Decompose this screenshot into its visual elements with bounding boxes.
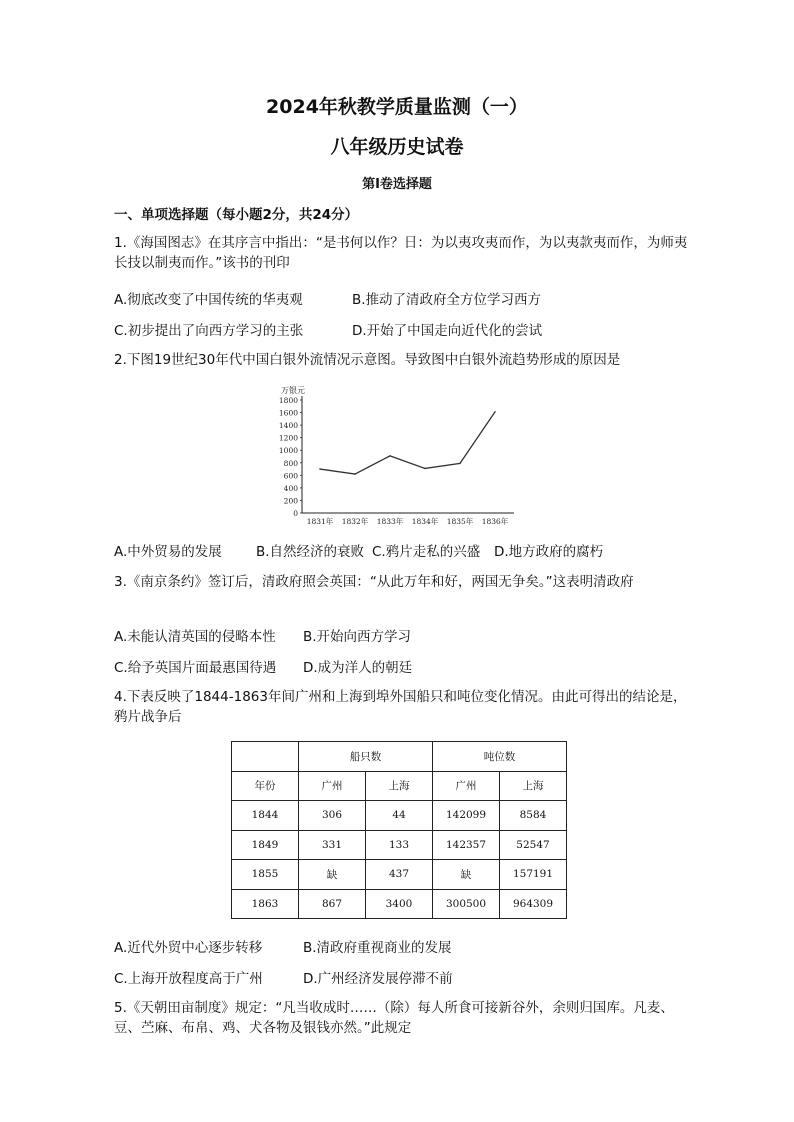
x-tick-label: 1834年: [411, 517, 439, 526]
q1-option-b: B.推动了清政府全方位学习西方: [352, 292, 542, 308]
q1-option-a: A.彻底改变了中国传统的华夷观: [114, 292, 303, 308]
question-2-stem: 2.下图19世纪30年代中国白银外流情况示意图。导致图中白银外流趋势形成的原因是: [114, 352, 621, 368]
table-header-cell: 广州: [433, 771, 500, 801]
q4-option-c: C.上海开放程度高于广州: [114, 971, 263, 987]
y-tick-label: 600: [283, 471, 298, 481]
question-3-stem: 3.《南京条约》签订后，清政府照会英国：“从此万年和好，两国无争矣。”这表明清政府: [114, 574, 634, 590]
table-cell: 142099: [433, 801, 500, 831]
data-point: [389, 455, 391, 457]
table-cell: 缺: [299, 860, 366, 890]
x-tick-label: 1832年: [341, 517, 369, 526]
q2-option-c: C.鸦片走私的兴盛: [372, 544, 481, 560]
y-tick-label: 1400: [278, 421, 298, 431]
table-cell: 964309: [500, 889, 567, 919]
table-cell: 1844: [232, 801, 299, 831]
shipping-table: [231, 741, 567, 919]
question-5-stem: 5.《天朝田亩制度》规定：“凡当收成时……（除）每人所食可接新谷外，余则归国库。凡麦、豆、苎麻、布帛、鸡、犬各物及银钱亦然。”此规定: [114, 1000, 674, 1036]
y-tick-label: 1600: [278, 408, 298, 418]
y-tick-label: 1200: [278, 433, 298, 443]
table-cell: 8584: [500, 801, 567, 831]
table-header-cell: 上海: [500, 771, 567, 801]
table-cell: 867: [299, 889, 366, 919]
x-tick-label: 1835年: [446, 517, 474, 526]
q3-option-b: B.开始向西方学习: [303, 629, 412, 645]
table-row: [232, 860, 567, 890]
x-tick-label: 1831年: [306, 517, 334, 526]
table-cell: 44: [366, 801, 433, 831]
table-group-header: 船只数: [299, 742, 433, 772]
table-row: [232, 771, 567, 801]
table-cell: 142357: [433, 830, 500, 860]
exam-part: 第Ⅰ卷选择题: [362, 177, 432, 192]
q1-option-c: C.初步提出了向西方学习的主张: [114, 323, 304, 339]
data-point: [459, 463, 461, 465]
y-tick-label: 1000: [278, 446, 298, 456]
y-axis-label: 万银元: [281, 386, 305, 395]
question-1-stem: 1.《海国图志》在其序言中指出：“是书何以作？日：为以夷攻夷而作，为以夷款夷而作，为师夷长技以制夷而作。”该书的刊印: [114, 235, 688, 271]
q4-option-a: A.近代外贸中心逐步转移: [114, 940, 263, 956]
table-cell: 306: [299, 801, 366, 831]
table-cell-empty: [232, 742, 299, 772]
table-row: [232, 742, 567, 772]
table-cell: 3400: [366, 889, 433, 919]
section-heading: 一、单项选择题（每小题2分，共24分）: [114, 207, 359, 223]
table-cell: 331: [299, 830, 366, 860]
exam-subtitle: 八年级历史试卷: [330, 136, 464, 158]
q4-option-b: B.清政府重视商业的发展: [303, 940, 452, 956]
table-cell: 157191: [500, 860, 567, 890]
table-cell: 52547: [500, 830, 567, 860]
data-point: [424, 468, 426, 470]
q4-option-d: D.广州经济发展停滞不前: [303, 971, 453, 987]
q3-option-a: A.未能认清英国的侵略本性: [114, 629, 276, 645]
table-header-cell: 上海: [366, 771, 433, 801]
table-cell: 437: [366, 860, 433, 890]
table-cell: 缺: [433, 860, 500, 890]
silver-outflow-chart: [272, 380, 522, 530]
table-row: [232, 889, 567, 919]
table-cell: 1855: [232, 860, 299, 890]
table-row: [232, 801, 567, 831]
y-tick-label: 0: [293, 509, 298, 518]
y-tick-label: 400: [283, 483, 298, 493]
table-cell: 300500: [433, 889, 500, 919]
q1-option-d: D.开始了中国走向近代化的尝试: [352, 323, 543, 339]
y-tick-label: 800: [283, 458, 298, 468]
table-header-cell: 年份: [232, 771, 299, 801]
table-group-header: 吨位数: [433, 742, 567, 772]
data-point: [494, 411, 496, 413]
q2-option-b: B.自然经济的衰败: [256, 544, 365, 560]
x-tick-label: 1836年: [481, 517, 509, 526]
table-header-cell: 广州: [299, 771, 366, 801]
y-tick-label: 1800: [278, 396, 298, 405]
table-row: [232, 830, 567, 860]
exam-title: 2024年秋教学质量监测（一）: [266, 96, 528, 118]
q2-option-a: A.中外贸易的发展: [114, 544, 222, 560]
table-cell: 133: [366, 830, 433, 860]
y-tick-label: 200: [283, 496, 298, 506]
silver-outflow-series-line: [320, 412, 495, 474]
data-point: [319, 468, 321, 470]
q3-option-c: C.给予英国片面最惠国待遇: [114, 660, 277, 676]
x-tick-label: 1833年: [376, 517, 404, 526]
data-point: [354, 473, 356, 475]
table-cell: 1863: [232, 889, 299, 919]
silver-outflow-chart-svg: [272, 380, 522, 530]
table-cell: 1849: [232, 830, 299, 860]
q3-option-d: D.成为洋人的朝廷: [303, 660, 413, 676]
question-4-stem: 4.下表反映了1844-1863年间广州和上海到埠外国船只和吨位变化情况。由此可得出的结论是，鸦片战争后: [114, 689, 687, 725]
q2-option-d: D.地方政府的腐朽: [494, 544, 604, 560]
